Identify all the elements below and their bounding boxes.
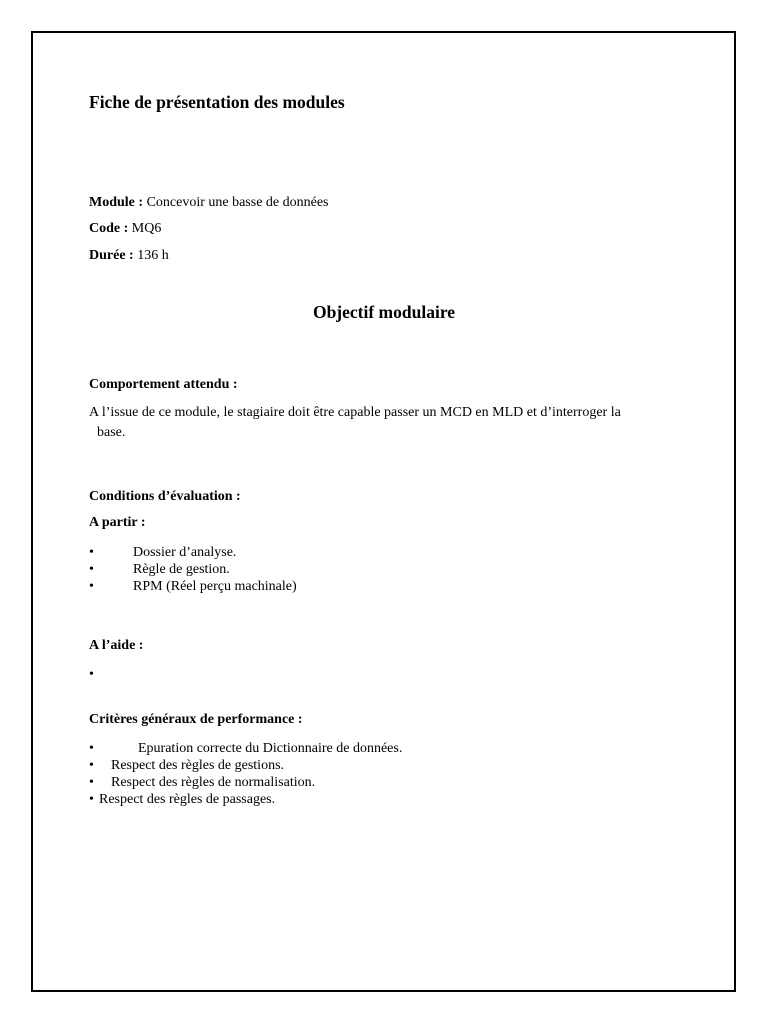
bullet-icon: • bbox=[89, 741, 94, 756]
bullet-icon: • bbox=[89, 775, 94, 790]
behavior-heading: Comportement attendu : bbox=[89, 377, 238, 392]
list-item-text: Règle de gestion. bbox=[133, 562, 230, 577]
bullet-icon: • bbox=[89, 579, 94, 594]
list-item-text: Respect des règles de normalisation. bbox=[111, 775, 316, 790]
list-item bbox=[89, 578, 297, 595]
list-item bbox=[89, 544, 297, 561]
criteria-heading: Critères généraux de performance : bbox=[89, 712, 303, 727]
duration-value: 136 h bbox=[137, 248, 169, 263]
duration-line bbox=[89, 248, 169, 264]
bullet-icon: • bbox=[89, 792, 94, 807]
objective-title: Objectif modulaire bbox=[312, 302, 456, 322]
criteria-list bbox=[89, 740, 402, 808]
list-item bbox=[89, 740, 402, 757]
from-heading: A partir : bbox=[89, 515, 146, 530]
behavior-line-2: base. bbox=[97, 425, 126, 440]
help-heading: A l’aide : bbox=[89, 638, 144, 653]
list-item bbox=[89, 757, 402, 774]
behavior-line-1: A l’issue de ce module, le stagiaire doit être capable passer un MCD en MLD et d’interroger la bbox=[89, 405, 621, 420]
behavior-paragraph bbox=[89, 403, 689, 443]
module-line bbox=[89, 195, 329, 211]
list-item-text: Epuration correcte du Dictionnaire de données. bbox=[138, 741, 403, 756]
list-item-text: Dossier d’analyse. bbox=[133, 545, 237, 560]
code-value: MQ6 bbox=[131, 221, 162, 236]
list-item bbox=[89, 791, 402, 808]
code-label: Code : bbox=[89, 221, 129, 236]
bullet-icon: • bbox=[89, 667, 94, 682]
module-value: Concevoir une basse de données bbox=[146, 195, 329, 210]
module-label: Module : bbox=[89, 195, 144, 210]
code-line bbox=[89, 221, 161, 237]
bullet-icon: • bbox=[89, 545, 94, 560]
list-item bbox=[89, 561, 297, 578]
from-list bbox=[89, 544, 297, 595]
help-list bbox=[89, 666, 94, 683]
document-title: Fiche de présentation des modules bbox=[89, 92, 345, 112]
bullet-icon: • bbox=[89, 758, 94, 773]
conditions-heading: Conditions d’évaluation : bbox=[89, 489, 241, 504]
duration-label: Durée : bbox=[89, 248, 134, 263]
list-item-text: RPM (Réel perçu machinale) bbox=[133, 579, 297, 594]
bullet-icon: • bbox=[89, 562, 94, 577]
page-border bbox=[31, 31, 736, 992]
list-item bbox=[89, 666, 94, 683]
list-item-text: Respect des règles de passages. bbox=[99, 792, 276, 807]
list-item bbox=[89, 774, 402, 791]
list-item-text: Respect des règles de gestions. bbox=[111, 758, 285, 773]
